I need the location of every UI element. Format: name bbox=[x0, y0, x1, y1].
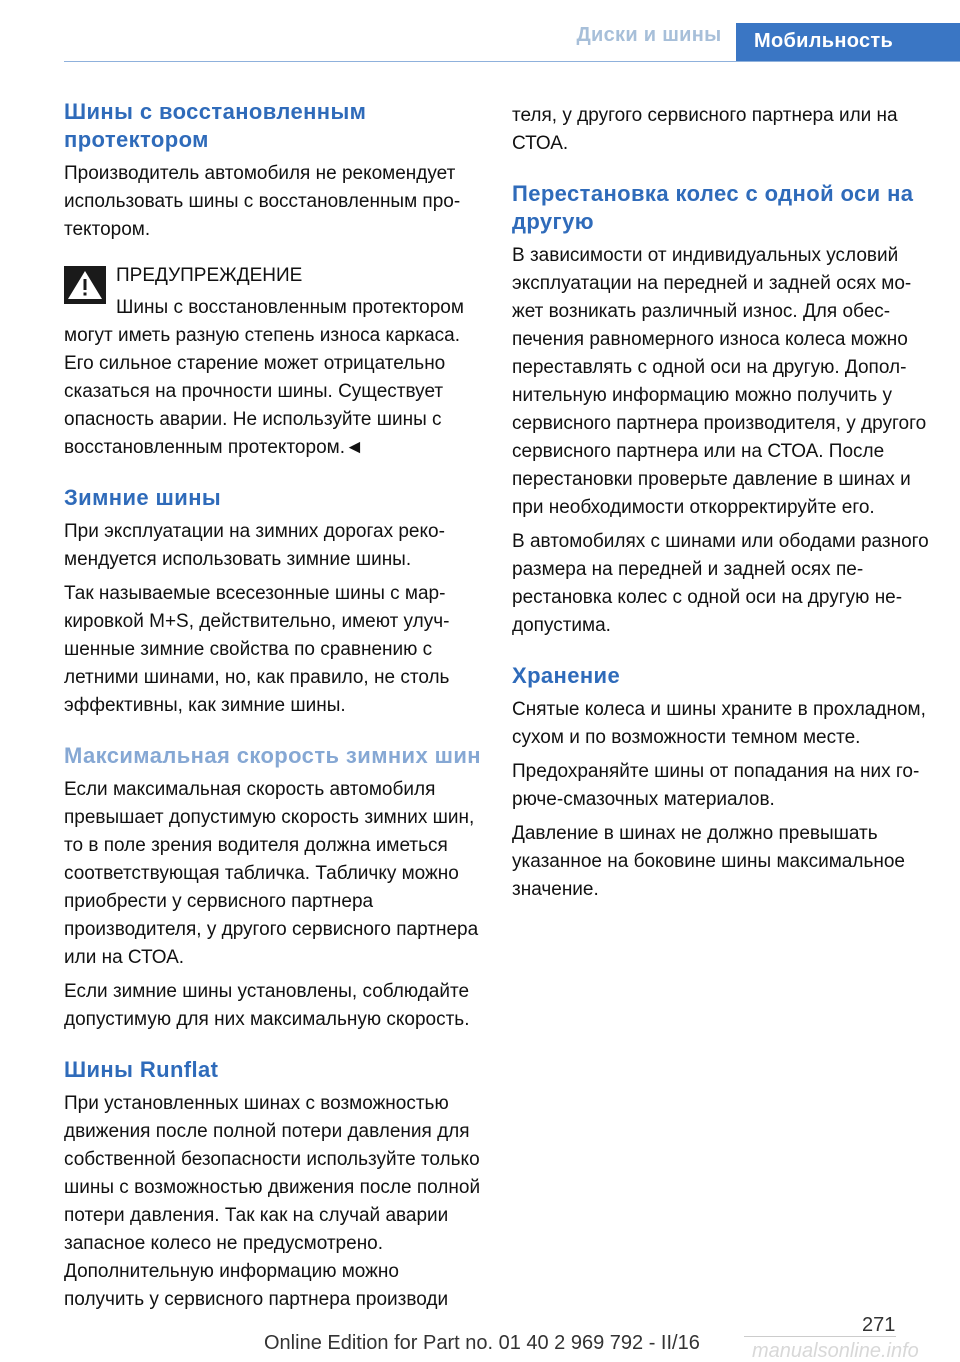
left-column bbox=[64, 98, 484, 1314]
paragraph: При эксплуатации на зимних дорогах рекомендуется использовать зимние шины. bbox=[64, 521, 445, 570]
footer-rule bbox=[744, 1336, 896, 1337]
paragraph: Производитель автомобиля не рекомендует использовать шины с восстановленным протектором. bbox=[64, 163, 461, 240]
section-max-speed bbox=[64, 742, 484, 1034]
header-rule bbox=[64, 61, 960, 62]
warning-text-first-line: Шины с восстановленным протектором bbox=[116, 297, 464, 318]
paragraph: Если зимние шины установлены, соблюдайте допустимую для них максимальную скорость. bbox=[64, 981, 470, 1030]
paragraph: В зависимости от индивидуальных условий эксплуатации на передней и задней осях может возникать различный износ. Для обеспечения равномерного износа колеса можно переставлять с одной оси на другую. Дополнительную информацию можно получить у сервисного партнера производителя, у другого сервисного партнера или на СТОА. После перестановки проверьте давление в шинах и при необходимости откорректируйте его. bbox=[512, 245, 927, 518]
paragraph: Так называемые всесезонные шины с маркировкой M+S, действительно, имеют улучшенные зимние свойства по сравнению с летними шинами, но, как правило, не столь эффективны, как зимние шины. bbox=[64, 583, 450, 716]
chapter-tab[interactable]: Диски и шины bbox=[576, 24, 722, 46]
section-title-runflat: Шины Runflat bbox=[64, 1057, 219, 1082]
section-runflat bbox=[64, 1056, 484, 1314]
paragraph: Предохраняйте шины от попадания на них горюче-смазочных материалов. bbox=[512, 761, 920, 810]
paragraph: В автомобилях с шинами или ободами разного размера на передней и задней осях перестановка колес с одной оси на другую недопустима. bbox=[512, 531, 929, 636]
warning-box bbox=[64, 262, 484, 462]
section-winter-tires bbox=[64, 484, 484, 720]
right-column bbox=[512, 102, 932, 904]
paragraph: Снятые колеса и шины храните в прохладном, сухом и по возможности темном месте. bbox=[512, 699, 926, 748]
watermark: manualsonline.info bbox=[752, 1340, 919, 1362]
section-wheel-rotation bbox=[512, 180, 932, 640]
paragraph: При установленных шинах с возможностью движения после полной потери давления для собственной безопасности используйте только шины с возможностью движения после полной потери давления. Так как на случай аварии запасное колесо не предусмотрено. Дополнительную информацию можно получить у сервисного партнера производи bbox=[64, 1093, 481, 1310]
section-title-storage: Хранение bbox=[512, 663, 621, 688]
page-header bbox=[0, 0, 960, 62]
section-tab[interactable]: Мобильность bbox=[736, 23, 960, 62]
warning-title: ПРЕДУПРЕЖДЕНИЕ bbox=[116, 265, 303, 286]
warning-triangle-icon bbox=[64, 266, 106, 304]
section-title-max-speed: Максимальная скорость зимних шин bbox=[64, 743, 481, 768]
paragraph: Если максимальная скорость автомобиля превышает допустимую скорость зимних шин, то в поле зрения водителя должна иметься соответствующая табличка. Табличку можно приобрести у сервисного партнера производителя, у другого сервисного партнера или на СТОА. bbox=[64, 779, 479, 968]
paragraph-continued: теля, у другого сервисного партнера или на СТОА. bbox=[512, 105, 898, 154]
edition-note: Online Edition for Part no. 01 40 2 969 792 - II/16 bbox=[264, 1332, 700, 1354]
warning-text: могут иметь разную степень износа каркаса. Его сильное старение может отрицательно сказаться на прочности шины. Существует опасность аварии. Не используйте шины с восстановленным протектором.◄ bbox=[64, 325, 461, 458]
paragraph: Давление в шинах не должно превышать указанное на боковине шины максимальное значение. bbox=[512, 823, 905, 900]
section-title-retreaded-tires: Шины с восстановленным протектором bbox=[64, 99, 367, 152]
section-title-wheel-rotation: Перестановка колес с одной оси на другую bbox=[512, 181, 914, 234]
section-storage bbox=[512, 662, 932, 904]
section-title-winter-tires: Зимние шины bbox=[64, 485, 222, 510]
page-number: 271 bbox=[862, 1314, 896, 1336]
